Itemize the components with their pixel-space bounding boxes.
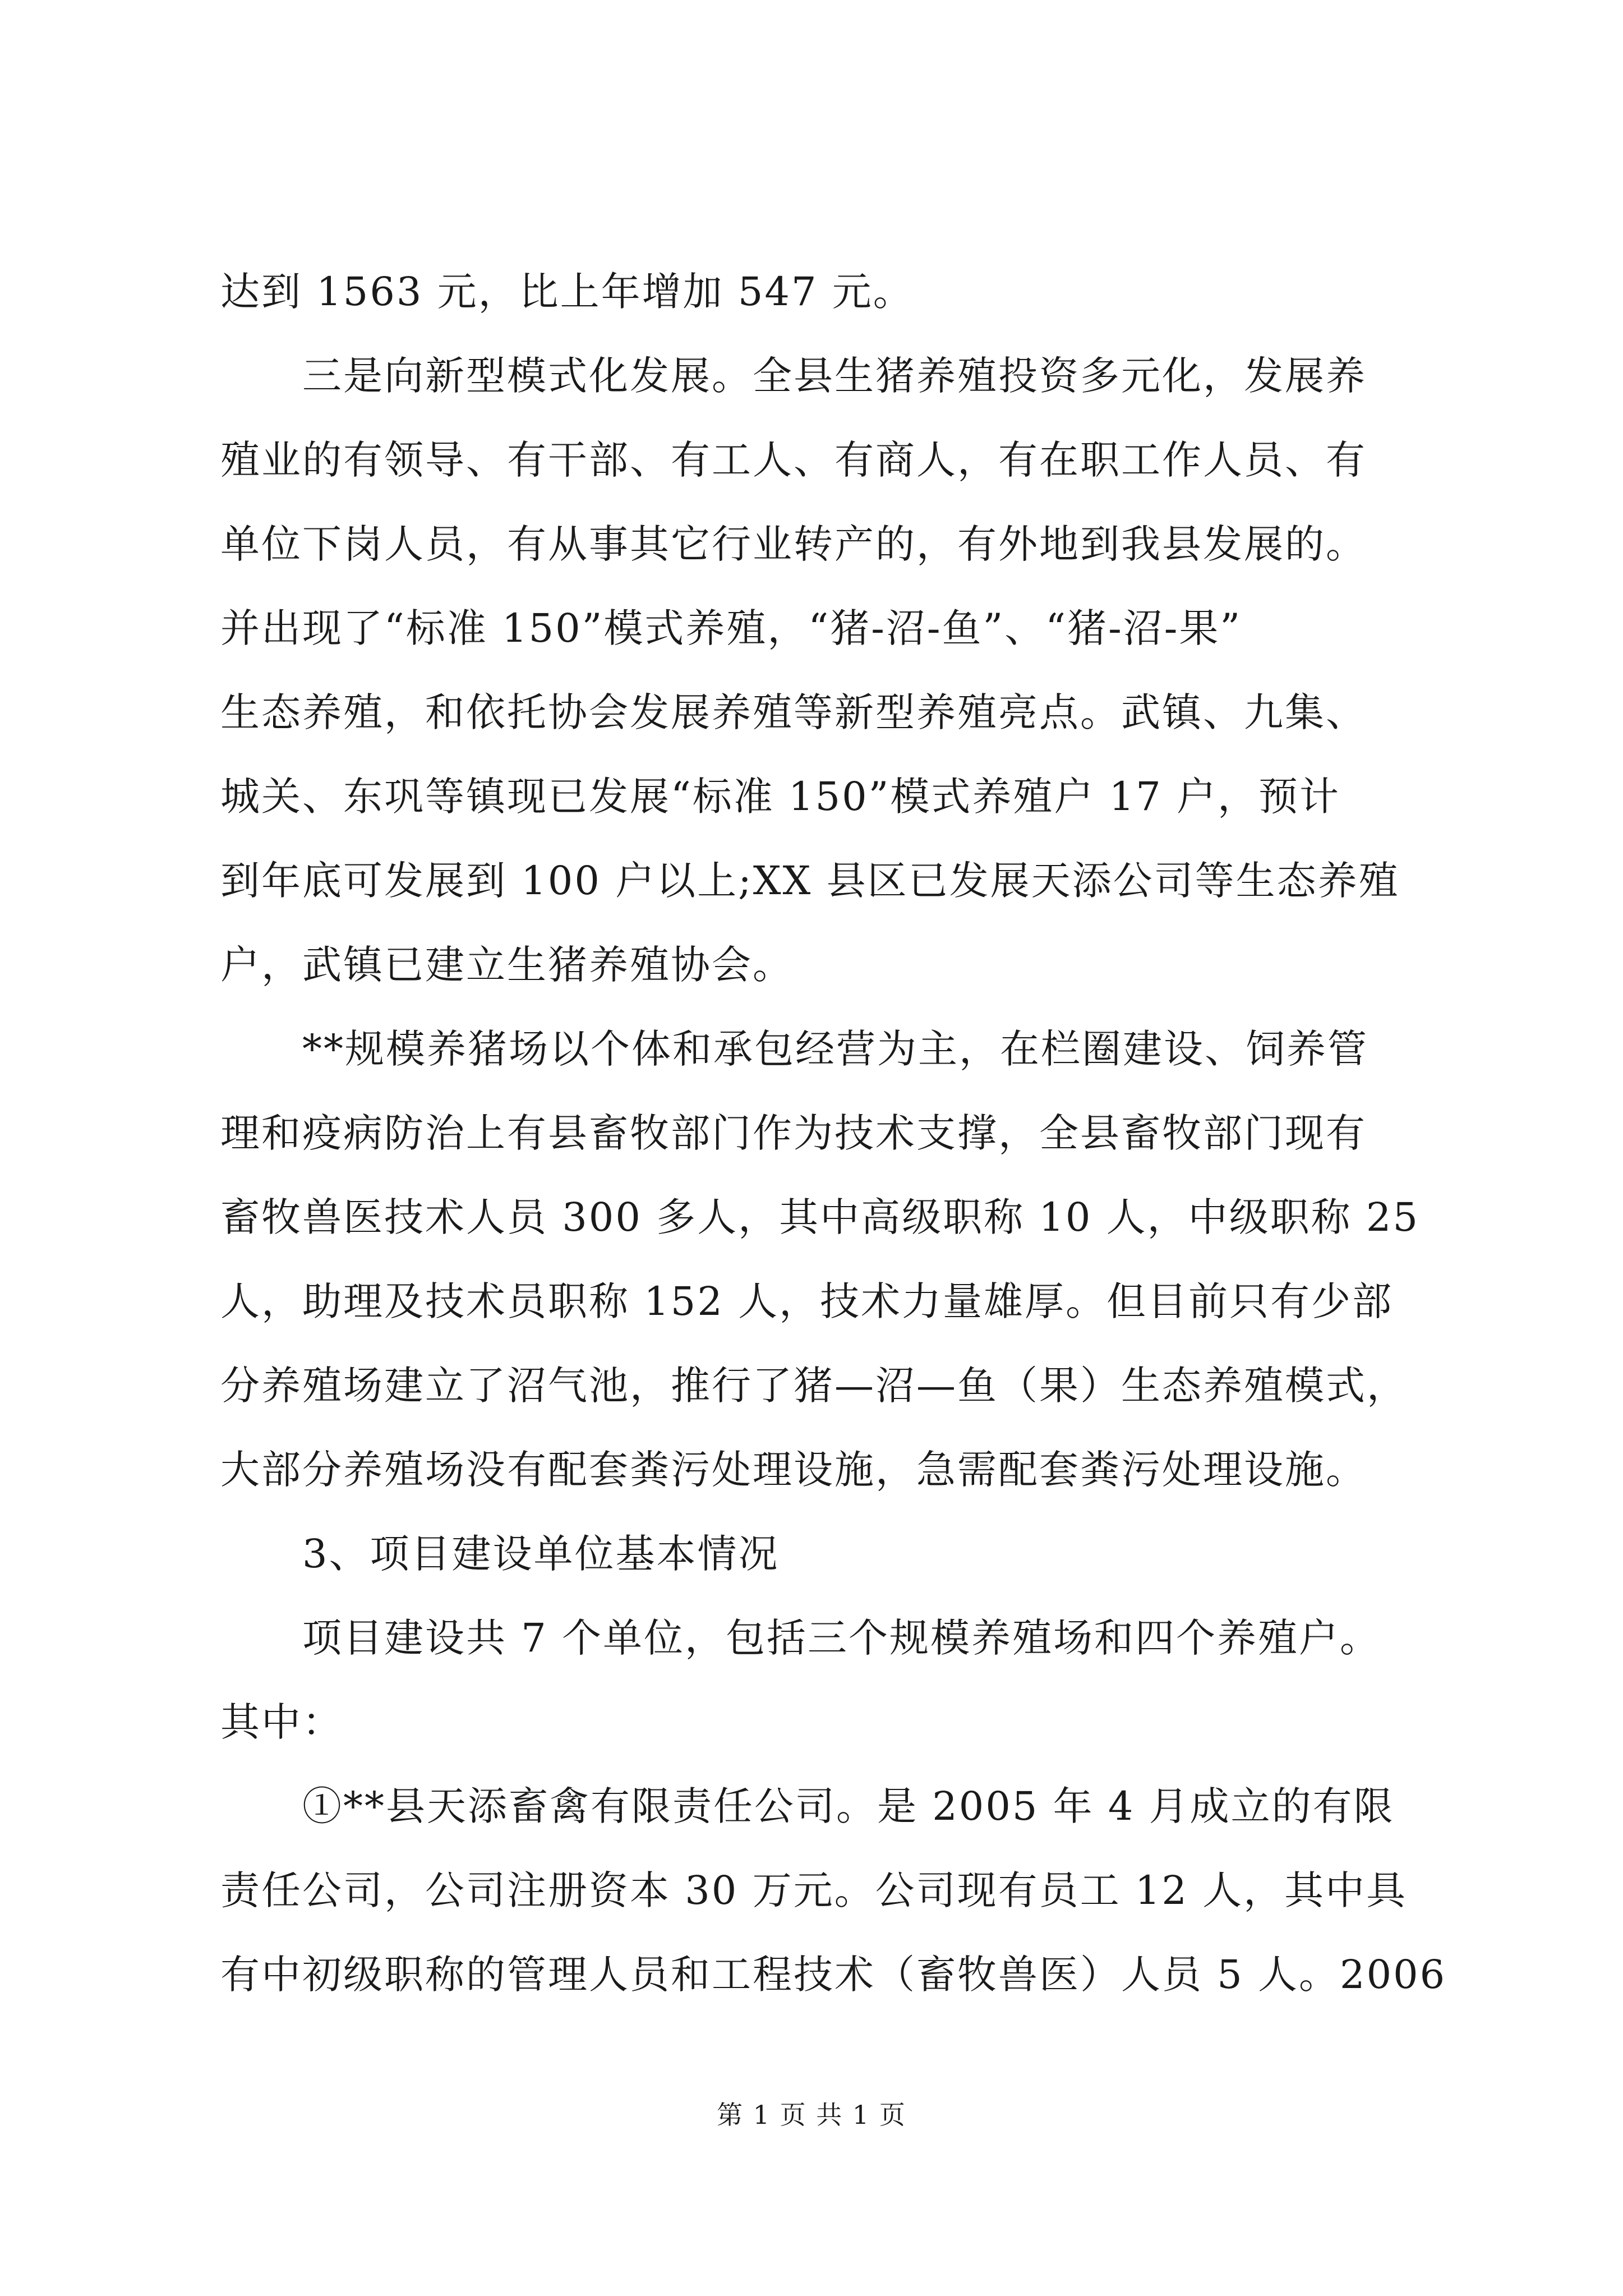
text-line: 大部分养殖场没有配套粪污处理设施，急需配套粪污处理设施。 (220, 1447, 1367, 1493)
section-heading: 3、项目建设单位基本情况 (302, 1531, 780, 1577)
paragraph-line: **规模养猪场以个体和承包经营为主，在栏圈建设、饲养管 (302, 1026, 1368, 1072)
paragraph-line: ①**县天添畜禽有限责任公司。是 2005 年 4 月成立的有限 (302, 1783, 1395, 1829)
text-line: 殖业的有领导、有干部、有工人、有商人，有在职工作人员、有 (220, 437, 1367, 483)
paragraph-line: 三是向新型模式化发展。全县生猪养殖投资多元化，发展养 (302, 353, 1367, 399)
text-line: 到年底可发展到 100 户以上;XX 县区已发展天添公司等生态养殖 (220, 858, 1400, 904)
text-line: 畜牧兽医技术人员 300 多人，其中高级职称 10 人，中级职称 25 (220, 1194, 1420, 1240)
text-line: 单位下岗人员，有从事其它行业转产的，有外地到我县发展的。 (220, 521, 1367, 567)
page-footer: 第 1 页 共 1 页 (717, 2100, 906, 2130)
text-line: 有中初级职称的管理人员和工程技术（畜牧兽医）人员 5 人。2006 (220, 1952, 1447, 1998)
text-line: 理和疫病防治上有县畜牧部门作为技术支撑，全县畜牧部门现有 (220, 1110, 1367, 1156)
text-line: 城关、东巩等镇现已发展“标准 150”模式养殖户 17 户，预计 (220, 774, 1341, 820)
text-line: 生态养殖，和依托协会发展养殖等新型养殖亮点。武镇、九集、 (220, 689, 1367, 735)
paragraph-line: 项目建设共 7 个单位，包括三个规模养殖场和四个养殖户。 (302, 1615, 1381, 1661)
text-line: 人，助理及技术员职称 152 人，技术力量雄厚。但目前只有少部 (220, 1278, 1394, 1324)
text-line: 责任公司，公司注册资本 30 万元。公司现有员工 12 人，其中具 (220, 1867, 1408, 1913)
text-line: 分养殖场建立了沼气池，推行了猪—沼—鱼（果）生态养殖模式， (220, 1363, 1408, 1409)
text-line: 并出现了“标准 150”模式养殖，“猪-沼-鱼”、“猪-沼-果” (220, 605, 1242, 651)
text-line: 达到 1563 元，比上年增加 547 元。 (220, 269, 914, 315)
text-line: 户，武镇已建立生猪养殖协会。 (220, 942, 794, 988)
text-line: 其中： (220, 1699, 343, 1745)
